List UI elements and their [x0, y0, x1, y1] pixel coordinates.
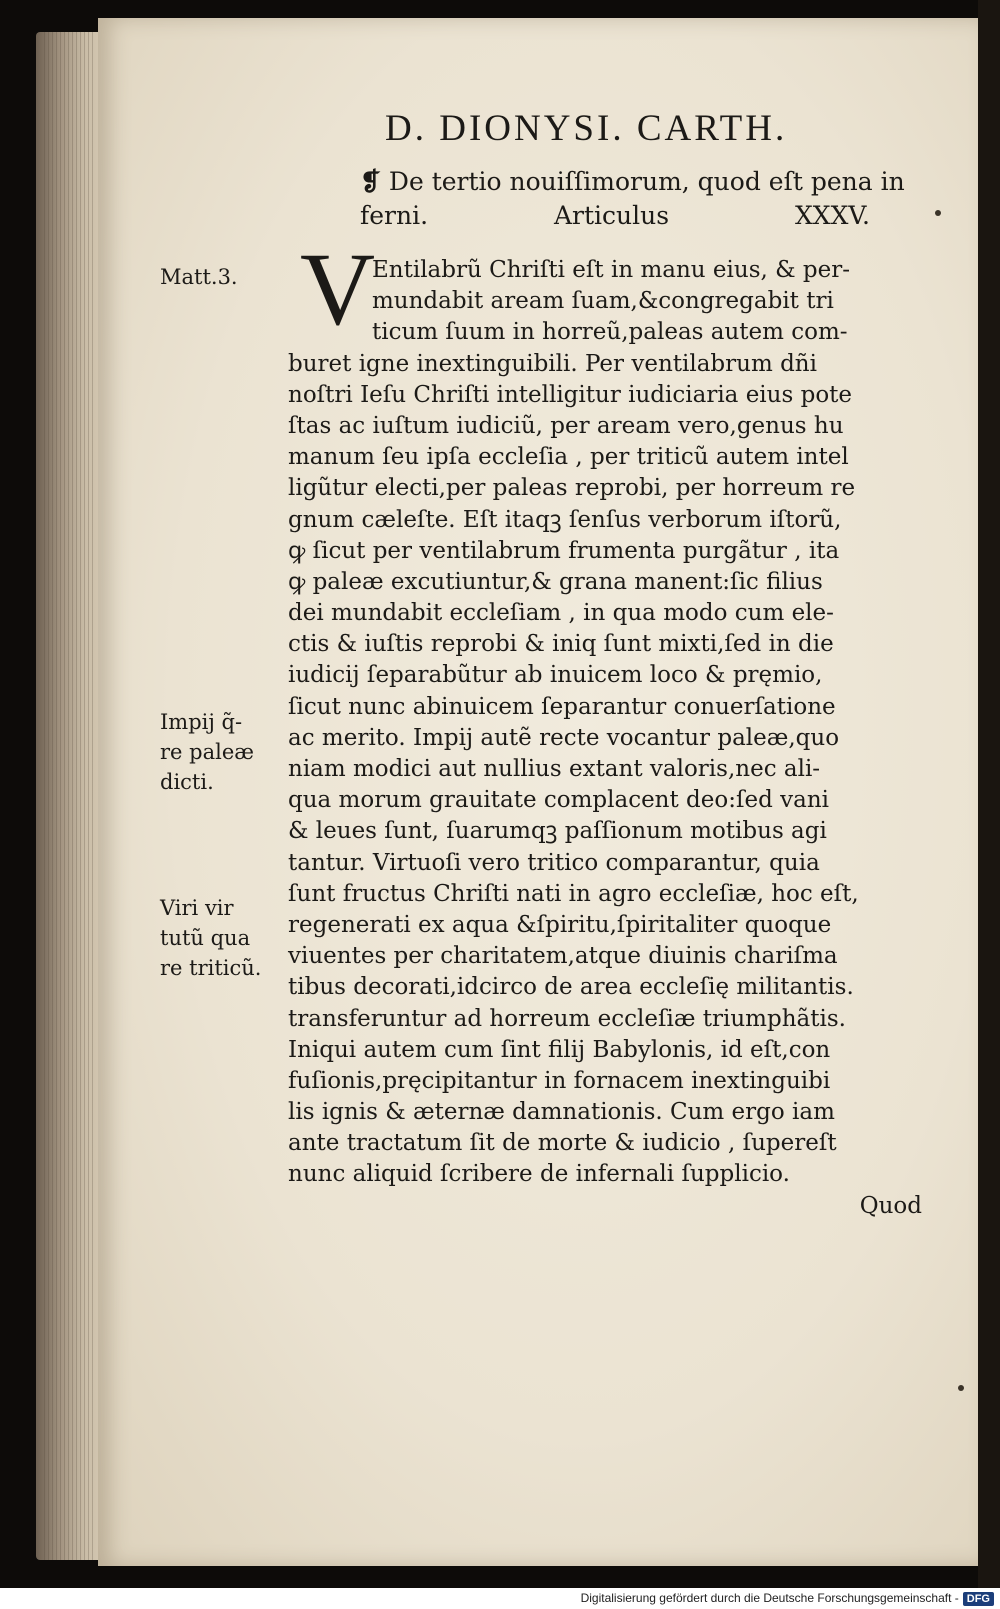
margin-note-viri	[160, 893, 261, 983]
margin-note-line: Impij q̃-	[160, 710, 243, 734]
body-line: ctis & iuſtis reprobi & iniq ſunt mixti,ſed in die	[288, 631, 834, 658]
article-number: XXXV.	[794, 201, 870, 230]
body-line: ſunt fructus Chriſti nati in agro eccleſiæ, hoc eſt,	[288, 880, 859, 907]
body-line: ꝙ paleæ excutiuntur,& grana manent:ſic filius	[288, 568, 823, 595]
body-line: gnum cæleſte. Eſt itaqꝫ ſenſus verborum iſtorũ,	[288, 506, 842, 533]
margin-note-line: re triticũ.	[160, 956, 262, 980]
body-line: transferuntur ad horreum eccleſiæ triumphãtis.	[288, 1005, 846, 1032]
body-text	[288, 255, 948, 1222]
body-line: Quod	[859, 1192, 922, 1219]
body-line: & leues ſunt, ſuarumqꝫ paſſionum motibus agi	[288, 818, 827, 845]
body-line: ligũtur electi,per paleas reprobi, per horreum re	[288, 475, 856, 502]
footer-credit: Digitalisierung gefördert durch die Deutsche Forschungsgemeinschaft -	[580, 1591, 959, 1605]
body-line: fuſionis,pręcipitantur in fornacem inextinguibi	[288, 1067, 831, 1094]
body-line: nunc aliquid ſcribere de infernali ſupplicio.	[288, 1161, 790, 1188]
body-line: niam modici aut nullius extant valoris,nec ali-	[288, 756, 821, 782]
article-heading	[360, 165, 950, 233]
body-line: regenerati ex aqua &ſpiritu,ſpiritaliter quoque	[288, 911, 832, 938]
body-line: iudicij ſeparabũtur ab inuicem loco & pręmio,	[288, 662, 823, 689]
body-line: viuentes per charitatem,atque diuinis chariſma	[288, 943, 838, 970]
right-binding-shadow	[978, 0, 1000, 1588]
dfg-logo: DFG	[963, 1592, 994, 1606]
drop-cap: V	[300, 232, 376, 347]
margin-note-line: tutũ qua	[160, 926, 251, 950]
body-line: tibus decorati,idcirco de area eccleſię militantis.	[288, 974, 854, 1001]
ink-spot	[935, 210, 941, 216]
body-line: ꝙ ſicut per ventilabrum frumenta purgãtur , ita	[288, 537, 840, 564]
body-line: qua morum grauitate complacent deo:ſed vani	[288, 787, 830, 814]
body-line: manum ſeu ipſa eccleſia , per triticũ autem intel	[288, 444, 849, 471]
article-label: Articulus	[553, 201, 670, 230]
margin-note-matt: Matt.3.	[160, 265, 238, 289]
article-title-line-2: ferni.	[360, 201, 429, 230]
margin-note-line: re paleæ	[160, 740, 254, 764]
body-line: noſtri Ieſu Chriſti intelligitur iudiciaria eius pote	[288, 381, 853, 408]
body-line: dei mundabit eccleſiam , in qua modo cum ele-	[288, 600, 834, 627]
body-line: ſicut nunc abinuicem ſeparantur conuerſatione	[288, 693, 836, 720]
margin-note-line: dicti.	[160, 770, 214, 794]
body-line: buret igne inextinguibili. Per ventilabrum dñi	[288, 350, 817, 377]
margin-note-impii	[160, 707, 254, 797]
article-title-line-1: De tertio nouiſſimorum, quod eſt pena in	[388, 167, 905, 196]
margin-note-line: Viri vir	[160, 896, 234, 920]
running-head: D. DIONYSI. CARTH.	[385, 108, 788, 149]
body-line: Entilabrũ Chriſti eſt in manu eius, & per-	[372, 257, 851, 283]
page-stack-edge	[36, 32, 106, 1560]
body-line: Iniqui autem cum ſint filij Babylonis, id eſt,con	[288, 1036, 831, 1063]
pilcrow-mark: ❡	[360, 167, 381, 196]
body-line: mundabit aream ſuam,&congregabit tri	[372, 288, 834, 315]
body-line: lis ignis & æternæ damnationis. Cum ergo iam	[288, 1099, 835, 1126]
body-line: ticum ſuum in horreũ,paleas autem com-	[372, 319, 848, 346]
body-line: ante tractatum ſit de morte & iudicio , ſupereſt	[288, 1130, 837, 1157]
body-line: ſtas ac iuſtum iudiciũ, per aream vero,genus hu	[288, 412, 844, 439]
body-line: ac merito. Impij autẽ recte vocantur paleæ,quo	[288, 724, 840, 751]
ink-spot	[958, 1385, 964, 1391]
body-line: tantur. Virtuoſi vero tritico comparantur, quia	[288, 849, 820, 876]
digitization-footer	[0, 1588, 1000, 1609]
